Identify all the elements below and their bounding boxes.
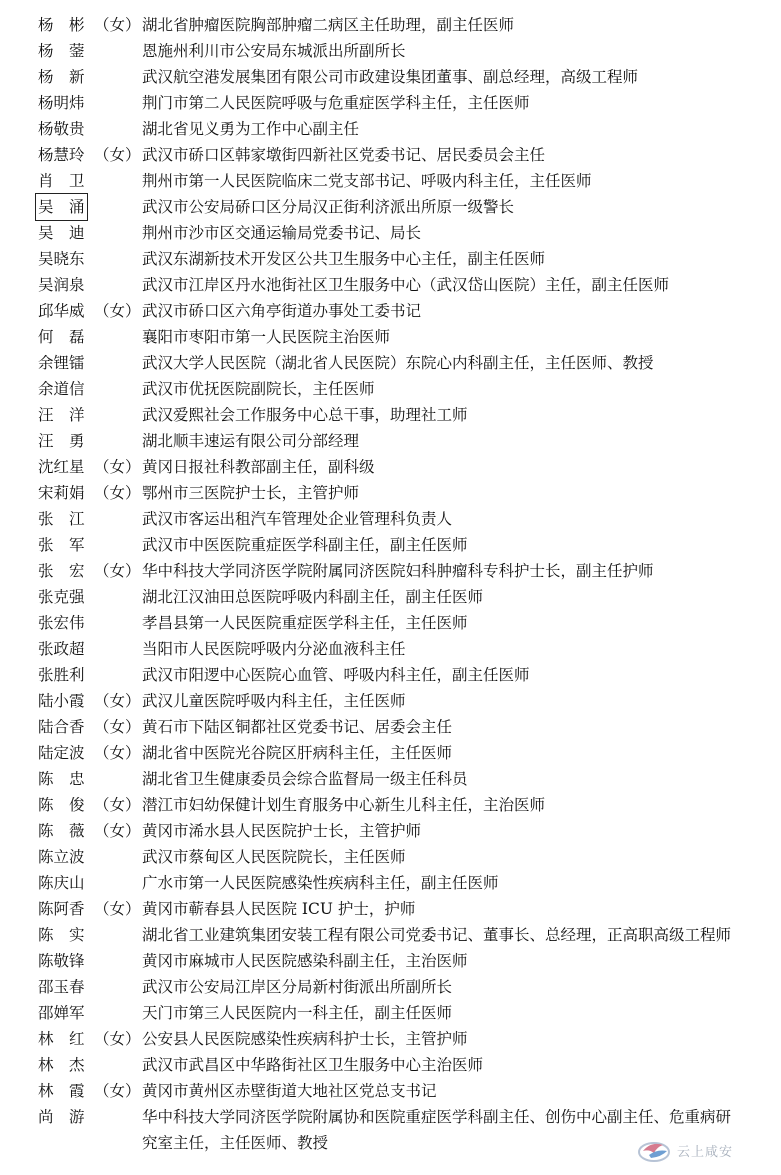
gender-note: （女）	[94, 146, 141, 164]
gender-note: （女）	[94, 1030, 141, 1048]
list-item	[0, 896, 781, 922]
person-title: 荆门市第二人民医院呼吸与危重症医学科主任，主任医师	[142, 94, 530, 112]
person-name: 张胜利	[38, 666, 85, 684]
person-name: 林 红	[38, 1030, 85, 1048]
person-title: 当阳市人民医院呼吸内分泌血液科主任	[142, 640, 406, 658]
list-item	[0, 402, 781, 428]
gender-note: （女）	[94, 822, 141, 840]
list-item	[0, 584, 781, 610]
list-item	[0, 870, 781, 896]
list-item	[0, 1078, 781, 1104]
list-item	[0, 662, 781, 688]
list-item	[0, 194, 781, 220]
person-title: 黄石市下陆区铜都社区党委书记、居委会主任	[142, 718, 453, 736]
person-title: 潜江市妇幼保健计划生育服务中心新生儿科主任，主治医师	[142, 796, 546, 814]
person-title: 华中科技大学同济医学院附属同济医院妇科肿瘤科专科护士长，副主任护师	[142, 562, 654, 580]
person-title: 黄冈市麻城市人民医院感染科副主任，主治医师	[142, 952, 468, 970]
person-title: 武汉市阳逻中心医院心血管、呼吸内科主任，副主任医师	[142, 666, 530, 684]
list-item	[0, 480, 781, 506]
person-name: 陈敬锋	[38, 952, 85, 970]
person-name: 陆定波	[38, 744, 85, 762]
person-name: 张 宏	[38, 562, 85, 580]
person-title: 黄冈市黄州区赤壁街道大地社区党总支书记	[142, 1082, 437, 1100]
person-title: 武汉航空港发展集团有限公司市政建设集团董事、副总经理，高级工程师	[142, 68, 639, 86]
person-title: 武汉市优抚医院副院长，主任医师	[142, 380, 375, 398]
watermark-text: 云上咸安	[676, 1144, 733, 1160]
person-name: 杨明炜	[38, 94, 85, 112]
person-name: 陈 忠	[38, 770, 85, 788]
gender-note: （女）	[94, 484, 141, 502]
person-name: 杨 彬	[38, 16, 85, 34]
list-item	[0, 246, 781, 272]
list-item	[0, 220, 781, 246]
person-name: 沈红星	[38, 458, 85, 476]
list-item	[0, 454, 781, 480]
person-name: 汪 勇	[38, 432, 85, 450]
person-name: 张 军	[38, 536, 85, 554]
list-item	[0, 272, 781, 298]
list-item	[0, 766, 781, 792]
list-item	[0, 1026, 781, 1052]
person-name: 余道信	[38, 380, 85, 398]
person-name: 邵婵军	[38, 1004, 85, 1022]
person-title: 武汉市公安局硚口区分局汉正街利济派出所原一级警长	[142, 198, 515, 216]
list-item	[0, 714, 781, 740]
person-name: 陈阿香	[38, 900, 85, 918]
list-item	[0, 688, 781, 714]
person-title: 广水市第一人民医院感染性疾病科主任，副主任医师	[142, 874, 499, 892]
person-title: 湖北省肿瘤医院胸部肿瘤二病区主任助理，副主任医师	[142, 16, 515, 34]
person-title: 湖北省卫生健康委员会综合监督局一级主任科员	[142, 770, 468, 788]
person-name: 张宏伟	[38, 614, 85, 632]
person-title: 荆州市第一人民医院临床二党支部书记、呼吸内科主任，主任医师	[142, 172, 592, 190]
person-name: 邵玉春	[38, 978, 85, 996]
person-name: 何 磊	[38, 328, 85, 346]
yunshang-logo-icon	[637, 1137, 671, 1163]
person-title: 湖北省中医院光谷院区肝病科主任，主任医师	[142, 744, 453, 762]
person-name: 余锂镭	[38, 354, 85, 372]
gender-note: （女）	[94, 458, 141, 476]
person-name: 杨慧玲	[38, 146, 85, 164]
gender-note: （女）	[94, 744, 141, 762]
person-name: 张克强	[38, 588, 85, 606]
person-title: 武汉市公安局江岸区分局新村街派出所副所长	[142, 978, 453, 996]
person-title: 华中科技大学同济医学院附属协和医院重症医学科副主任、创伤中心副主任、危重病研究室主任，主任医师、教授	[142, 1108, 732, 1152]
person-title: 天门市第三人民医院内一科主任，副主任医师	[142, 1004, 453, 1022]
person-title: 鄂州市三医院护士长，主管护师	[142, 484, 360, 502]
watermark	[637, 1137, 733, 1163]
person-title: 襄阳市枣阳市第一人民医院主治医师	[142, 328, 391, 346]
person-name: 陈 俊	[38, 796, 85, 814]
gender-note: （女）	[94, 16, 141, 34]
gender-note: （女）	[94, 796, 141, 814]
person-name: 张政超	[38, 640, 85, 658]
person-title: 湖北省工业建筑集团安装工程有限公司党委书记、董事长、总经理，正高职高级工程师	[142, 926, 732, 944]
person-title: 孝昌县第一人民医院重症医学科主任，主任医师	[142, 614, 468, 632]
person-title: 武汉市武昌区中华路街社区卫生服务中心主治医师	[142, 1056, 484, 1074]
gender-note: （女）	[94, 692, 141, 710]
person-title: 武汉市客运出租汽车管理处企业管理科负责人	[142, 510, 453, 528]
list-item	[0, 12, 781, 38]
person-name: 陈立波	[38, 848, 85, 866]
person-title: 恩施州利川市公安局东城派出所副所长	[142, 42, 406, 60]
list-item	[0, 506, 781, 532]
person-title: 武汉市蔡甸区人民医院院长，主任医师	[142, 848, 406, 866]
list-item	[0, 610, 781, 636]
person-title: 武汉市硚口区六角亭街道办事处工委书记	[142, 302, 422, 320]
person-title: 荆州市沙市区交通运输局党委书记、局长	[142, 224, 422, 242]
person-name: 肖 卫	[38, 172, 85, 190]
person-name: 陈庆山	[38, 874, 85, 892]
list-item	[0, 298, 781, 324]
person-title: 武汉大学人民医院（湖北省人民医院）东院心内科副主任，主任医师、教授	[142, 354, 654, 372]
person-name: 杨 蓥	[38, 42, 85, 60]
list-item	[0, 90, 781, 116]
person-title: 黄冈日报社科教部副主任，副科级	[142, 458, 375, 476]
person-title: 黄冈市蕲春县人民医院 ICU 护士，护师	[142, 900, 416, 918]
person-name: 陈 薇	[38, 822, 85, 840]
list-item	[0, 948, 781, 974]
person-name: 张 江	[38, 510, 85, 528]
person-name: 吴 迪	[38, 224, 85, 242]
list-item	[0, 324, 781, 350]
list-item	[0, 818, 781, 844]
list-item	[0, 532, 781, 558]
person-name: 陆小霞	[38, 692, 85, 710]
gender-note: （女）	[94, 718, 141, 736]
gender-note: （女）	[94, 562, 141, 580]
list-item	[0, 38, 781, 64]
list-item	[0, 792, 781, 818]
list-item	[0, 844, 781, 870]
list-item	[0, 1000, 781, 1026]
person-title: 湖北顺丰速运有限公司分部经理	[142, 432, 360, 450]
person-title: 武汉市江岸区丹水池街社区卫生服务中心（武汉岱山医院）主任，副主任医师	[142, 276, 670, 294]
person-title: 武汉爱熙社会工作服务中心总干事，助理社工师	[142, 406, 468, 424]
person-name: 邱华威	[38, 302, 85, 320]
list-item	[0, 974, 781, 1000]
gender-note: （女）	[94, 1082, 141, 1100]
list-item	[0, 1052, 781, 1078]
person-name: 林 霞	[38, 1082, 85, 1100]
person-name: 宋莉娟	[38, 484, 85, 502]
person-title: 武汉市中医医院重症医学科副主任，副主任医师	[142, 536, 468, 554]
list-item	[0, 142, 781, 168]
person-name: 林 杰	[38, 1056, 85, 1074]
list-item	[0, 168, 781, 194]
person-title: 湖北省见义勇为工作中心副主任	[142, 120, 360, 138]
list-item	[0, 558, 781, 584]
list-item	[0, 636, 781, 662]
list-item	[0, 350, 781, 376]
list-item	[0, 428, 781, 454]
gender-note: （女）	[94, 900, 141, 918]
list-item	[0, 64, 781, 90]
list-item	[0, 376, 781, 402]
person-title: 武汉市硚口区韩家墩街四新社区党委书记、居民委员会主任	[142, 146, 546, 164]
person-name: 陆合香	[38, 718, 85, 736]
honoree-list	[0, 12, 781, 1156]
person-name: 吴润泉	[38, 276, 85, 294]
person-title: 黄冈市浠水县人民医院护士长，主管护师	[142, 822, 422, 840]
person-name: 汪 洋	[38, 406, 85, 424]
gender-note: （女）	[94, 302, 141, 320]
list-item	[0, 740, 781, 766]
person-name: 杨 新	[38, 68, 85, 86]
person-title: 公安县人民医院感染性疾病科护士长，主管护师	[142, 1030, 468, 1048]
person-name: 吴 涌	[36, 194, 87, 220]
person-title: 湖北江汉油田总医院呼吸内科副主任，副主任医师	[142, 588, 484, 606]
person-name: 陈 实	[38, 926, 85, 944]
person-name: 尚 游	[38, 1108, 85, 1126]
person-title: 武汉儿童医院呼吸内科主任，主任医师	[142, 692, 406, 710]
person-name: 杨敬贵	[38, 120, 85, 138]
list-item	[0, 116, 781, 142]
list-item	[0, 922, 781, 948]
person-title: 武汉东湖新技术开发区公共卫生服务中心主任，副主任医师	[142, 250, 546, 268]
person-name: 吴晓东	[38, 250, 85, 268]
